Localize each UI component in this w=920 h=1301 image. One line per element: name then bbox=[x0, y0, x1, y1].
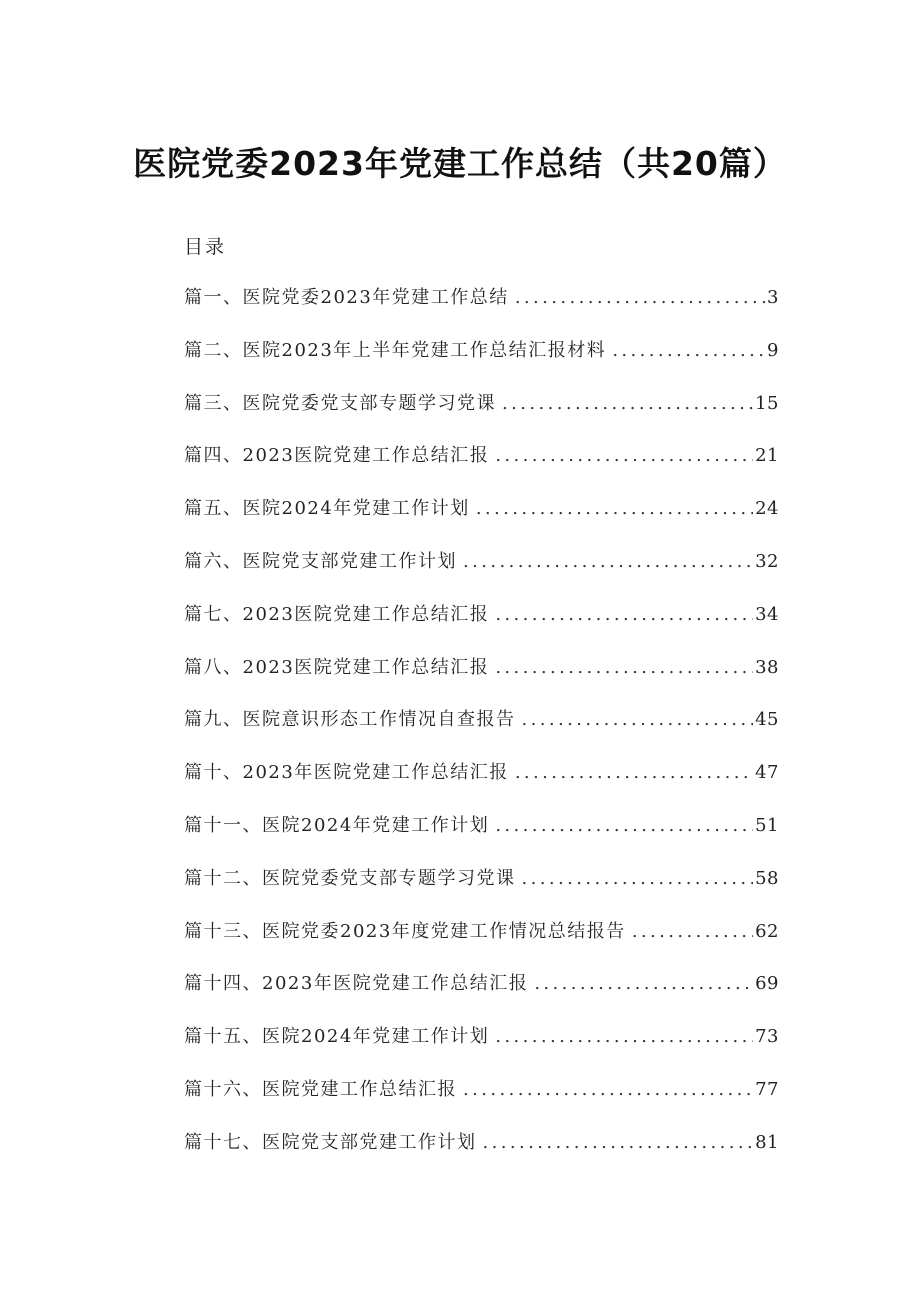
toc-dot-leader bbox=[522, 865, 754, 893]
toc-entry-label: 篇七、2023医院党建工作总结汇报 bbox=[184, 603, 490, 625]
toc-page-number: 9 bbox=[767, 339, 779, 361]
toc-dot-leader bbox=[483, 1129, 754, 1157]
toc-entry-label: 篇十七、医院党支部党建工作计划 bbox=[184, 1131, 477, 1153]
toc-entry-label: 篇六、医院党支部党建工作计划 bbox=[184, 550, 457, 572]
table-of-contents bbox=[184, 284, 779, 1182]
toc-dot-leader bbox=[612, 337, 765, 365]
toc-entry[interactable] bbox=[184, 1076, 779, 1129]
toc-page-number: 58 bbox=[755, 867, 779, 889]
toc-dot-leader bbox=[515, 759, 753, 787]
toc-entry[interactable] bbox=[184, 654, 779, 707]
toc-dot-leader bbox=[632, 918, 753, 946]
toc-dot-leader bbox=[463, 548, 753, 576]
toc-entry[interactable] bbox=[184, 918, 779, 971]
toc-entry-label: 篇一、医院党委2023年党建工作总结 bbox=[184, 287, 509, 308]
toc-entry-label: 篇九、医院意识形态工作情况自查报告 bbox=[184, 709, 516, 731]
toc-dot-leader bbox=[495, 1023, 753, 1051]
toc-entry[interactable] bbox=[184, 1023, 779, 1076]
toc-entry-label: 篇二、医院2023年上半年党建工作总结汇报材料 bbox=[184, 339, 607, 361]
toc-entry-label: 篇十三、医院党委2023年度党建工作情况总结报告 bbox=[184, 920, 626, 942]
toc-entry-label: 篇十四、2023年医院党建工作总结汇报 bbox=[184, 973, 529, 995]
toc-page-number: 21 bbox=[755, 445, 779, 467]
toc-entry-label: 篇十二、医院党委党支部专题学习党课 bbox=[184, 867, 516, 889]
toc-dot-leader bbox=[522, 706, 754, 734]
toc-entry-label: 篇十五、医院2024年党建工作计划 bbox=[184, 1026, 490, 1048]
toc-page-number: 62 bbox=[755, 920, 779, 942]
toc-entry-label: 篇五、医院2024年党建工作计划 bbox=[184, 498, 470, 520]
toc-page-number: 3 bbox=[767, 287, 779, 308]
toc-entry-label: 篇三、医院党委党支部专题学习党课 bbox=[184, 392, 496, 414]
toc-dot-leader bbox=[495, 812, 753, 840]
toc-entry[interactable] bbox=[184, 601, 779, 654]
toc-page-number: 51 bbox=[755, 814, 779, 836]
toc-dot-leader bbox=[463, 1076, 753, 1104]
toc-entry-label: 篇十一、医院2024年党建工作计划 bbox=[184, 814, 490, 836]
toc-page-number: 38 bbox=[755, 656, 779, 678]
toc-entry[interactable] bbox=[184, 1129, 779, 1182]
toc-entry[interactable] bbox=[184, 706, 779, 759]
toc-dot-leader bbox=[476, 495, 753, 523]
toc-page-number: 73 bbox=[755, 1026, 779, 1048]
toc-entry[interactable] bbox=[184, 337, 779, 390]
toc-entry-label: 篇十、2023年医院党建工作总结汇报 bbox=[184, 762, 509, 784]
toc-entry[interactable] bbox=[184, 284, 779, 337]
toc-entry[interactable] bbox=[184, 390, 779, 443]
toc-dot-leader bbox=[495, 601, 753, 629]
toc-entry[interactable] bbox=[184, 970, 779, 1023]
toc-page-number: 77 bbox=[755, 1078, 779, 1100]
toc-page-number: 15 bbox=[755, 392, 779, 414]
toc-page-number: 32 bbox=[755, 550, 779, 572]
toc-entry[interactable] bbox=[184, 495, 779, 548]
toc-page-number: 24 bbox=[755, 498, 779, 520]
toc-page-number: 34 bbox=[755, 603, 779, 625]
toc-page-number: 47 bbox=[755, 762, 779, 784]
toc-entry-label: 篇八、2023医院党建工作总结汇报 bbox=[184, 656, 490, 678]
toc-entry-label: 篇四、2023医院党建工作总结汇报 bbox=[184, 445, 490, 467]
toc-heading: 目录 bbox=[184, 236, 227, 258]
toc-dot-leader bbox=[495, 442, 753, 470]
toc-dot-leader bbox=[534, 970, 753, 998]
toc-page-number: 69 bbox=[755, 973, 779, 995]
toc-dot-leader bbox=[502, 390, 753, 418]
toc-entry[interactable] bbox=[184, 759, 779, 812]
toc-dot-leader bbox=[515, 284, 765, 312]
toc-entry[interactable] bbox=[184, 548, 779, 601]
toc-entry[interactable] bbox=[184, 812, 779, 865]
document-title: 医院党委2023年党建工作总结（共20篇） bbox=[133, 144, 787, 183]
toc-dot-leader bbox=[495, 654, 753, 682]
toc-page-number: 81 bbox=[755, 1131, 779, 1153]
toc-entry[interactable] bbox=[184, 442, 779, 495]
toc-entry[interactable] bbox=[184, 865, 779, 918]
toc-page-number: 45 bbox=[755, 709, 779, 731]
toc-entry-label: 篇十六、医院党建工作总结汇报 bbox=[184, 1078, 457, 1100]
